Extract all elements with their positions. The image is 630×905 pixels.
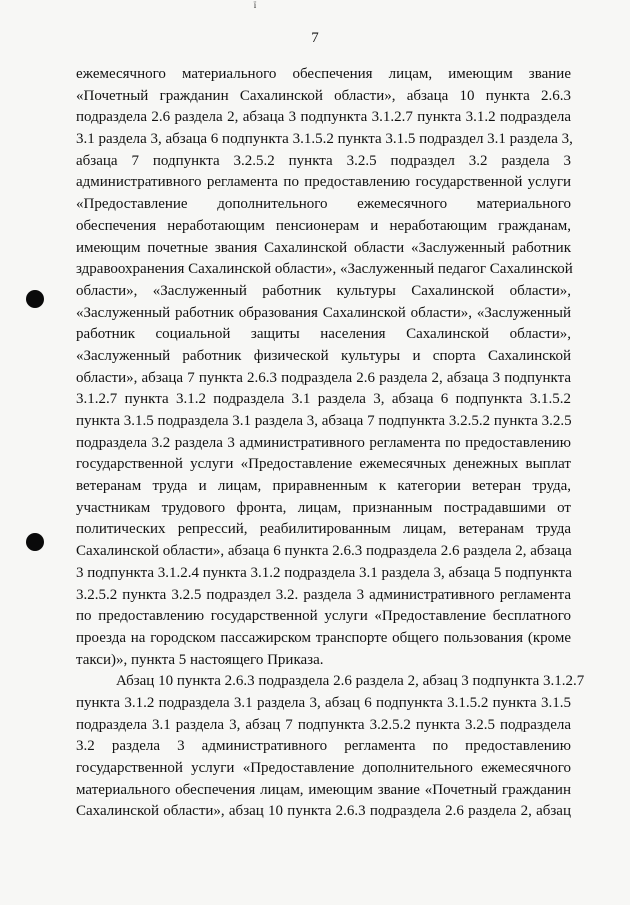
text-line: проезда на городском пассажирском транспорте общего пользования (кроме [76, 629, 571, 646]
text-line: подраздела 3.1 раздела 3, абзац 7 подпункта 3.2.5.2 пункта 3.2.5 подраздела [76, 716, 571, 733]
text-line: 3.1.2.7 пункта 3.1.2 подраздела 3.1 раздела 3, абзаца 6 подпункта 3.1.5.2 [76, 391, 571, 408]
text-line: пункта 3.1.2 подраздела 3.1 раздела 3, абзац 6 подпункта 3.1.5.2 пункта 3.1.5 [76, 694, 571, 711]
text-line: «Заслуженный работник образования Сахалинской области», «Заслуженный [76, 304, 571, 321]
text-line: политических репрессий, реабилитированным лицам, ветеранам труда [76, 521, 571, 538]
text-line: ветеранам труда и лицам, приравненным к категории ветеран труда, [76, 478, 571, 495]
paragraph-start-line: Абзац 10 пункта 2.6.3 подраздела 2.6 раздела 2, абзац 3 подпункта 3.1.2.7 [116, 673, 585, 690]
text-line: «Почетный гражданин Сахалинской области», абзаца 10 пункта 2.6.3 [76, 87, 571, 104]
text-line: подраздела 2.6 раздела 2, абзаца 3 подпункта 3.1.2.7 пункта 3.1.2 подраздела [76, 109, 571, 126]
text-line: 3.2 раздела 3 административного регламента по предоставлению [76, 738, 571, 755]
text-line: имеющим почетные звания Сахалинской области «Заслуженный работник [76, 239, 571, 256]
text-line: государственной услуги «Предоставление ежемесячных денежных выплат [76, 456, 571, 473]
page-number: 7 [311, 30, 319, 46]
text-line: участникам трудового фронта, лицам, признанным пострадавшими от [76, 499, 571, 516]
text-line: 3 подпункта 3.1.2.4 пункта 3.1.2 подраздела 3.1 раздела 3, абзаца 5 подпункта [76, 564, 572, 581]
text-line: «Заслуженный работник физической культуры и спорта Сахалинской [76, 347, 571, 364]
text-line: Сахалинской области», абзаца 6 пункта 2.6.3 подраздела 2.6 раздела 2, абзаца [76, 543, 572, 560]
text-line: здравоохранения Сахалинской области», «Заслуженный педагог Сахалинской [76, 261, 573, 278]
text-line: Сахалинской области», абзац 10 пункта 2.6.3 подраздела 2.6 раздела 2, абзац [76, 803, 571, 820]
text-line: пункта 3.1.5 подраздела 3.1 раздела 3, абзаца 7 подпункта 3.2.5.2 пункта 3.2.5 [76, 413, 572, 429]
text-line: «Предоставление дополнительного ежемесячного материального [76, 196, 571, 213]
punch-hole-lower [26, 533, 44, 551]
scan-mark: ï [253, 0, 257, 10]
text-line: ежемесячного материального обеспечения лицам, имеющим звание [76, 66, 571, 82]
text-line: 3.1 раздела 3, абзаца 6 подпункта 3.1.5.2 пункта 3.1.5 подраздел 3.1 раздела 3, [76, 131, 573, 148]
text-line: подраздела 3.2 раздела 3 административного регламента по предоставлению [76, 434, 571, 451]
text-line: по предоставлению государственной услуги «Предоставление бесплатного [76, 608, 571, 625]
text-line: области», абзаца 7 пункта 2.6.3 подраздела 2.6 раздела 2, абзаца 3 подпункта [76, 369, 571, 386]
text-line: административного регламента по предоставлению государственной услуги [76, 174, 571, 191]
text-line: 3.2.5.2 пункта 3.2.5 подраздел 3.2. раздела 3 административного регламента [76, 586, 571, 603]
text-line: области», «Заслуженный работник культуры Сахалинской области», [76, 282, 571, 299]
document-body [76, 64, 585, 823]
text-line: государственной услуги «Предоставление дополнительного ежемесячного [76, 760, 571, 776]
punch-hole-upper [26, 290, 44, 308]
text-line-last: такси)», пункта 5 настоящего Приказа. [76, 651, 324, 668]
text-line: обеспечения неработающим пенсионерам и неработающим гражданам, [76, 217, 571, 234]
text-line: материального обеспечения лицам, имеющим звание «Почетный гражданин [76, 781, 571, 798]
text-line: работник социальной защиты населения Сахалинской области», [76, 326, 571, 343]
text-line: абзаца 7 подпункта 3.2.5.2 пункта 3.2.5 подраздел 3.2 раздела 3 [76, 152, 571, 169]
